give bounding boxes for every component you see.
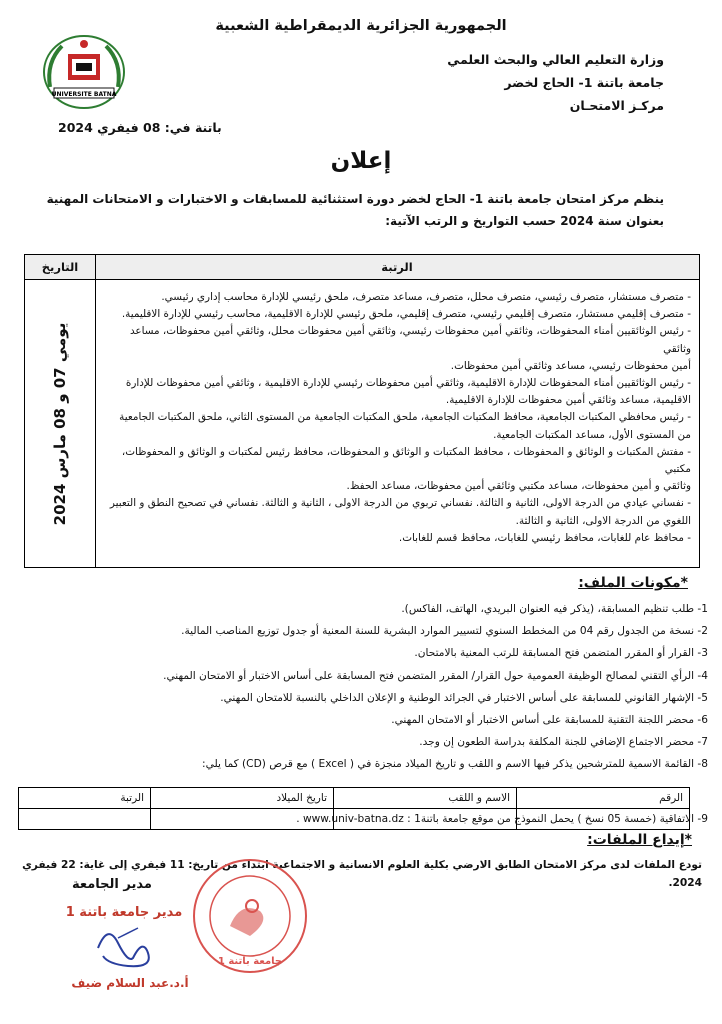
rank-line: - رئيس محافظي المكتبات الجامعية، محافظ المكتبات الجامعية، ملحق المكتبات الجامعية من المستوى الثاني، ملحق المكتبات الجامعية <box>119 411 691 424</box>
header-birthdate: تاريخ الميلاد <box>151 788 334 809</box>
components-list <box>18 598 708 776</box>
component-item: 5- الإشهار القانوني للمسابقة على أساس الاختبار في الجرائد الوطنية و الإعلان الداخلي بالنسبة للامتحان المهني. <box>220 691 708 704</box>
director-name: أ.د.عبد السلام ضيف <box>71 976 189 990</box>
header-name: الاسم و اللقب <box>334 788 517 809</box>
university-seal <box>190 856 310 976</box>
ministry-block <box>447 48 664 117</box>
rank-line: أمين محفوظات رئيسي، مساعد وثائقي أمين محفوظات. <box>450 359 691 372</box>
submission-text: تودع الملفات لدى مركز الامتحان الطابق الارضي بكلية العلوم الانسانية و الاجتماعية ابتداء من تاريخ: 11 فيفري إلى غاية: 22 فيفري 2024. <box>22 859 702 889</box>
component-item-9: 9- الاتفاقية (خمسة 05 نسخ ) يحمل النموذج من موقع جامعة باتنة1 : www.univ-batna.dz . <box>296 813 708 825</box>
rank-line: - نفساني عيادي من الدرجة الاولى، الثانية و الثالثة. نفساني تربوي من الدرجة الاولى ، الثانية و الثالثة. نفساني في تصحيح النطق و التعبير <box>109 497 691 510</box>
component-item: 7- محضر الاجتماع الإضافي للجنة المكلفة بدراسة الطعون إن وجد. <box>419 736 708 749</box>
component-item: 4- الرأي التقني لمصالح الوظيفة العمومية حول القرار/ المقرر المتضمن فتح المسابقة على أساس الاختبار أو الامتحان المهني. <box>163 669 708 682</box>
rank-line: من المستوى الأول، مساعد المكتبات الجامعية. <box>493 428 691 441</box>
ranks-list <box>103 289 691 547</box>
university-line: جامعة باتنة 1- الحاج لخضر <box>504 75 664 90</box>
component-item: 3- القرار أو المقرر المتضمن فتح المسابقة للرتب المعنية بالامتحان. <box>414 647 708 660</box>
component-item: 1- طلب تنظيم المسابقة، (يذكر فيه العنوان البريدي، الهاتف، الفاكس). <box>401 603 708 615</box>
table-header <box>25 255 699 280</box>
logo-caption: UNIVERSITE BATNA <box>51 91 117 98</box>
document-date: باتنة في: 08 فيفري 2024 <box>58 120 222 135</box>
exam-date: يومي 07 و 08 مارس 2024 <box>51 322 69 525</box>
exam-center-line: مركـز الامتحـان <box>569 98 664 113</box>
rank-line: اللغوي من الدرجة الاولى، الثانية و الثالثة. <box>515 514 691 527</box>
stamp-text: مدير جامعة باتنة 1 <box>65 905 183 920</box>
ministry-line: وزارة التعليم العالي والبحث العلمي <box>447 52 664 67</box>
rank-line: - متصرف مستشار، متصرف رئيسي، متصرف محلل، متصرف، مساعد متصرف، ملحق رئيسي للإدارة محاسب إداري رئيسي. <box>161 291 691 303</box>
rank-line: الاقليمية، مساعد وثائقي أمين محفوظات للإدارة الاقليمية. <box>445 394 691 407</box>
components-title: *مكونات الملف: <box>578 575 688 591</box>
component-item: 6- محضر اللجنة التقنية للمسابقة على أساس الاختبار أو الامتحان المهني. <box>391 714 708 727</box>
seal-text: جامعة باتنة 1 <box>217 956 283 967</box>
date-cell <box>25 280 96 567</box>
intro-line: بعنوان سنة 2024 حسب التواريخ و الرتب الآتية: <box>385 214 664 228</box>
rank-line: - مفتش المكتبات و الوثائق و المحفوظات ، محافظ المكتبات و الوثائق و المحفوظات، محافظ رئيس لمكتبات و الوثائق و المحفوظات، مكتبي <box>121 445 691 476</box>
director-title: مدير الجامعة <box>72 877 152 892</box>
component-item: 2- نسخة من الجدول رقم 04 من المخطط السنوي لتسيير الموارد البشرية للسنة المعنية أو جدول توزيع المناصب المالية. <box>181 625 708 638</box>
announcement-intro <box>44 188 664 232</box>
component-item: 8- القائمة الاسمية للمترشحين يذكر فيها الاسم و اللقب و تاريخ الميلاد منجزة في ( Excel ) مع قرص (CD) كما يلي: <box>202 758 708 771</box>
rank-column-header: الرتبة <box>381 260 413 274</box>
date-column-header: التاريخ <box>25 255 96 279</box>
rank-line: - رئيس الوثائقيين أمناء المحفوظات للإدارة الاقليمية، وثائقي أمين محفوظات رئيسي للإدارة الاقليمية ، وثائقي أمين محفوظات للإدارة <box>125 377 691 390</box>
table-row <box>19 788 690 809</box>
header-rank: الرتبة <box>19 788 151 809</box>
rank-line: - متصرف إقليمي مستشار، متصرف إقليمي رئيسي، متصرف إقليمي، ملحق رئيسي للإدارة الاقليمية، محاسب رئيسي للإدارة الاقليمية. <box>121 308 691 321</box>
intro-line: ينظم مركز امتحان جامعة باتنة 1- الحاج لخضر دورة استثنائية للمسابقات و الاختبارات و الامتحانات المهنية <box>46 192 664 206</box>
rank-line: - رئيس الوثائقيين أمناء المحفوظات، وثائقي أمين محفوظات رئيسي، وثائقي أمين محفوظات محلل، وثائقي أمين محفوظات، مساعد وثائقي <box>129 325 691 355</box>
header-number: الرقم <box>517 788 690 809</box>
university-logo <box>40 32 128 112</box>
ranks-table <box>24 254 700 568</box>
rank-line: - محافظ عام للغابات، محافظ رئيسي للغابات، محافظ قسم للغابات. <box>398 531 691 544</box>
handwritten-signature <box>88 918 168 978</box>
rank-line: وثائقي و أمين محفوظات، مساعد مكتبي وثائقي أمين محفوظات، مساعد الحفظ. <box>346 480 691 493</box>
announcement-title: إعلان <box>330 148 392 174</box>
submission-title: *إيداع الملفات: <box>587 832 692 848</box>
republic-heading: الجمهورية الجزائرية الديمقراطية الشعبية <box>215 18 507 34</box>
